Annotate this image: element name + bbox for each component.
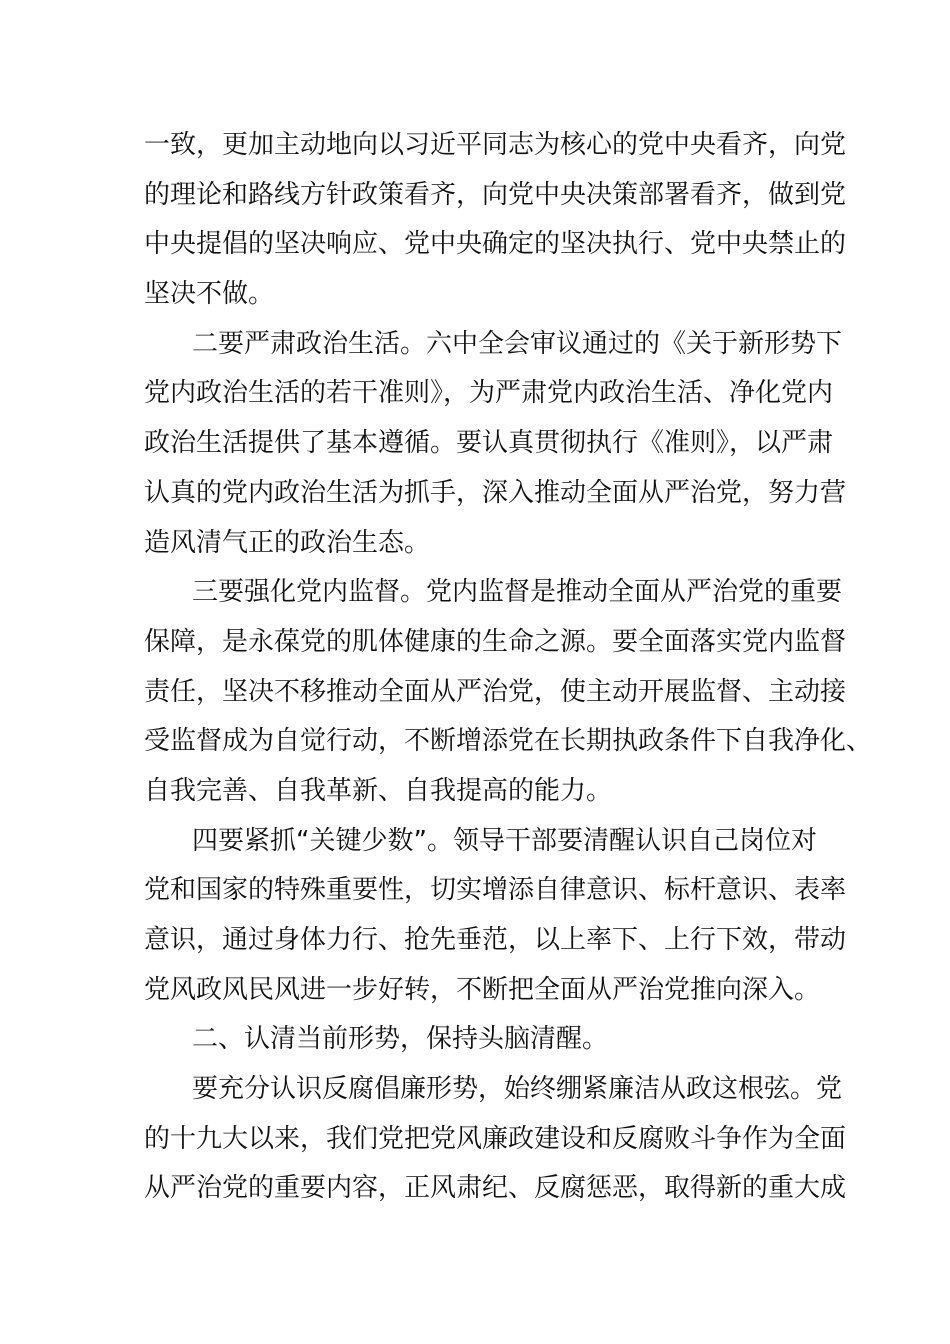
text-line: 的理论和路线方针政策看齐，向党中央决策部署看齐，做到党: [144, 179, 847, 210]
body-text: [144, 121, 873, 1214]
text-line: 造风清气正的政治生态。: [144, 527, 431, 558]
text-line: 坚决不做。: [144, 279, 275, 310]
text-line: 党内政治生活的若干准则》，为严肃党内政治生活、净化党内: [144, 378, 834, 409]
text-line: 意识，通过身体力行、抢先垂范，以上率下、上行下效，带动: [144, 925, 847, 955]
text-line: 一致，更加主动地向以习近平同志为核心的党中央看齐，向党: [144, 130, 847, 160]
text-line: 三要强化党内监督。党内监督是推动全面从严治党的重要: [192, 577, 843, 608]
text-line: 中央提倡的坚决响应、党中央确定的坚决执行、党中央禁止的: [144, 229, 847, 260]
text-line: 二、认清当前形势，保持头脑清醒。: [192, 1024, 609, 1055]
text-line: 要充分认识反腐倡廉形势，始终绷紧廉洁从政这根弦。党: [192, 1074, 843, 1105]
text-line: 受监督成为自觉行动，不断增添党在长期执政条件下自我净化、: [144, 726, 873, 757]
text-line: 的十九大以来，我们党把党风廉政建设和反腐败斗争作为全面: [144, 1123, 847, 1154]
text-line: 责任，坚决不移推动全面从严治党，使主动开展监督、主动接: [144, 676, 847, 707]
text-line: 政治生活提供了基本遵循。要认真贯彻执行《准则》，以严肃: [144, 428, 834, 459]
text-line: 党和国家的特殊重要性，切实增添自律意识、标杆意识、表率: [144, 875, 847, 906]
text-line: 二要严肃政治生活。六中全会审议通过的《关于新形势下: [192, 328, 843, 359]
text-line: 认真的党内政治生活为抓手，深入推动全面从严治党，努力营: [144, 477, 847, 508]
text-line: 自我完善、自我革新、自我提高的能力。: [144, 775, 613, 806]
text-line: 保障，是永葆党的肌体健康的生命之源。要全面落实党内监督: [144, 626, 847, 657]
text-line: 四要紧抓“关键少数”。领导干部要清醒认识自己岗位对: [192, 825, 817, 856]
text-line: 从严治党的重要内容，正风肃纪、反腐惩恶，取得新的重大成: [144, 1173, 847, 1204]
text-line: 党风政风民风进一步好转，不断把全面从严治党推向深入。: [144, 974, 821, 1005]
